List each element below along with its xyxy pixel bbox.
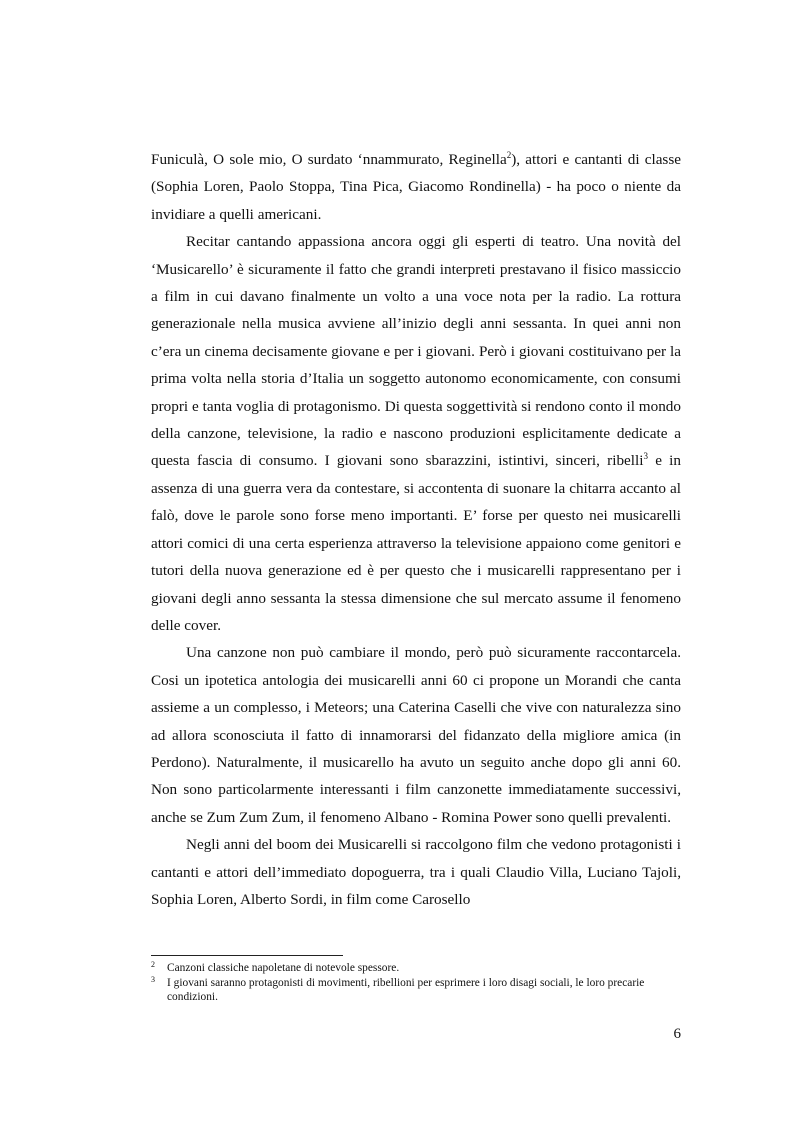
paragraph-text: Una canzone non può cambiare il mondo, però può sicuramente raccontarcela. Cosi un ipotetica antologia dei musicarelli anni 60 ci propone un Morandi che canta assieme a un complesso, i Meteors; una Caterina Caselli che vive con naturalezza sino ad allora sconosciuta il fatto di innamorarsi del fidanzato della migliore amica (in Perdono). Naturalmente, il musicarello ha avuto un seguito anche dopo gli anni 60. Non sono particolarmente interessanti i film canzonette immediatamente successivi, anche se Zum Zum Zum, il fenomeno Albano - Romina Power sono quelli prevalenti. (151, 644, 681, 826)
paragraph-text: Funiculà, O sole mio, O surdato ‘nnammurato, Reginella (151, 151, 507, 168)
paragraph-text: e in assenza di una guerra vera da contestare, si accontenta di suonare la chitarra accanto al falò, dove le parole sono forse meno importanti. E’ forse per questo nei musicarelli attori comici di una certa esperienza attraverso la televisione appaiono come genitori e tutori della nuova generazione ed è per questo che i musicarelli rappresentano per i giovani degli anno sessanta la stessa dimensione che sul mercato assume il fenomeno delle cover. (151, 452, 681, 634)
footnote-separator (151, 955, 343, 956)
paragraph-text: ), attori e cantanti di classe (Sophia Loren, Paolo Stoppa, Tina Pica, Giacomo Rondinella) - ha poco o niente da invidiare a quelli americani. (151, 151, 681, 223)
footnote-reference: 3 (643, 451, 648, 462)
footnote-text: I giovani saranno protagonisti di movimenti, ribellioni per esprimere i loro disagi sociali, le loro precarie condizioni. (167, 977, 645, 1003)
footnote (151, 961, 681, 975)
body-text (151, 146, 681, 913)
footnote-reference: 2 (506, 149, 512, 160)
paragraph-text: Recitar cantando appassiona ancora oggi gli esperti di teatro. Una novità del ‘Musicarello’ è sicuramente il fatto che grandi interpreti prestavano il fisico massiccio a film in cui davano finalmente un volto a una voce nota per la radio. La rottura generazionale nella musica avviene all’inizio degli anni sessanta. In quei anni non c’era un cinema decisamente giovane e per i giovani. Però i giovani costituivano per la prima volta nella storia d’Italia un soggetto autonomo economicamente, con consumi propri e tanta voglia di protagonismo. Di questa soggettività si rendono conto il mondo della canzone, televisione, la radio e nascono produzioni esplicitamente dedicate a questa fascia di consumo. I giovani sono sbarazzini, istintivi, sinceri, ribelli (151, 233, 681, 470)
page-number: 6 (673, 1026, 681, 1042)
paragraph (151, 831, 681, 913)
paragraph (151, 228, 681, 639)
paragraph (151, 146, 681, 228)
footnote-number: 3 (151, 975, 155, 984)
paragraph-text: Negli anni del boom dei Musicarelli si raccolgono film che vedono protagonisti i cantanti e attori dell’immediato dopoguerra, tra i quali Claudio Villa, Luciano Tajoli, Sophia Loren, Alberto Sordi, in film come Carosello (151, 836, 681, 908)
footnotes (151, 961, 681, 1005)
paragraph (151, 639, 681, 831)
footnote-number: 2 (151, 960, 155, 969)
footnote (151, 976, 681, 1004)
footnote-text: Canzoni classiche napoletane di notevole spessore. (167, 962, 400, 974)
